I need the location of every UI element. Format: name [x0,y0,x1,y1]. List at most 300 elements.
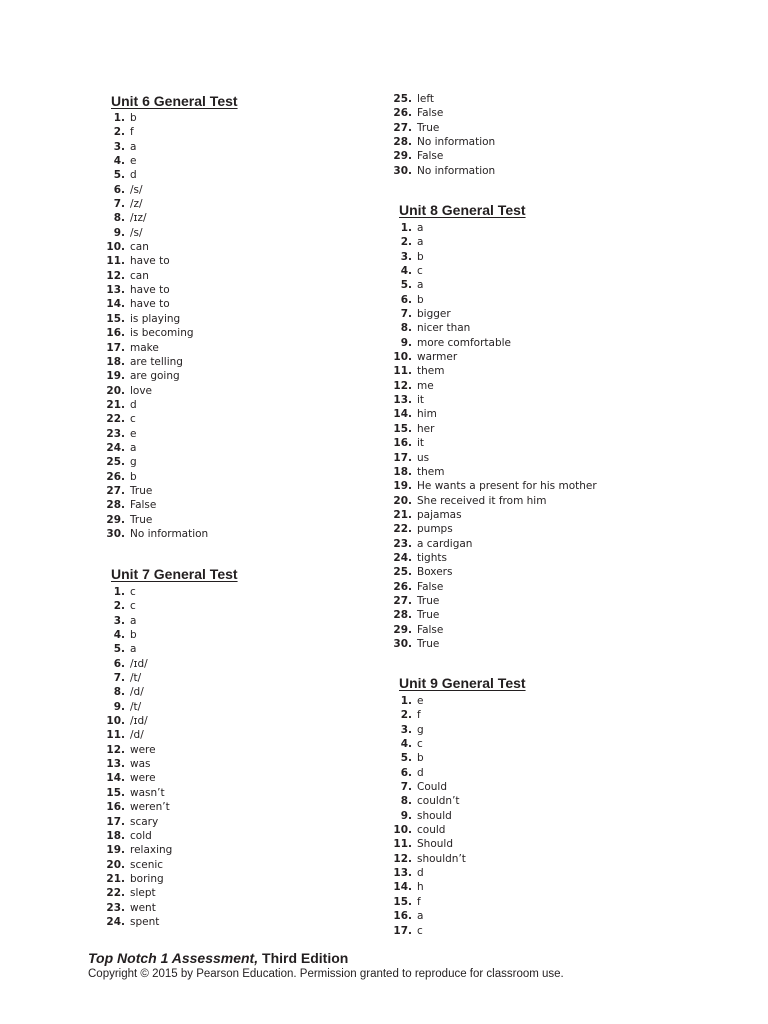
unit-6-answer-list [105,111,208,541]
answer-number: 13. [106,758,125,771]
answer-number: 15. [106,312,125,325]
answer-item [392,465,597,479]
unit-7-answer-list [105,585,172,929]
answer-text: c [130,600,136,613]
answer-number: 9. [400,809,412,822]
answer-item [105,800,172,814]
answer-text: couldn’t [417,795,460,808]
answer-item [392,92,495,106]
answer-item [105,484,208,498]
answer-number: 12. [393,379,412,392]
answer-item [392,321,597,335]
answer-number: 24. [393,551,412,564]
answer-item [392,837,466,851]
answer-item [105,455,208,469]
answer-number: 4. [113,155,125,168]
answer-number: 2. [113,600,125,613]
answer-text: e [130,427,137,440]
answer-item [392,537,597,551]
answer-text: /d/ [130,686,144,699]
answer-item [392,623,597,637]
answer-text: b [417,752,424,765]
answer-number: 29. [106,513,125,526]
answer-item [105,513,208,527]
answer-text: No information [417,136,496,149]
unit-6-title: Unit 6 General Test [111,93,238,109]
answer-text: us [417,451,430,464]
unit-7-title: Unit 7 General Test [111,566,238,582]
answer-text: Could [417,781,447,794]
answer-number: 7. [400,308,412,321]
answer-number: 27. [106,484,125,497]
answer-text: went [130,901,156,914]
answer-item [392,379,597,393]
answer-text: d [417,867,424,880]
answer-item [392,508,597,522]
answer-number: 12. [106,743,125,756]
unit-8-title: Unit 8 General Test [399,202,526,218]
answer-number: 18. [106,355,125,368]
answer-item [392,451,597,465]
answer-number: 3. [113,614,125,627]
answer-item [392,880,466,894]
answer-number: 15. [393,895,412,908]
answer-item [392,823,466,837]
answer-text: b [417,293,424,306]
answer-text: f [417,709,421,722]
answer-item [392,723,466,737]
answer-item [392,737,466,751]
answer-number: 27. [393,594,412,607]
answer-number: 29. [393,623,412,636]
answer-number: 2. [400,709,412,722]
answer-text: a [417,910,424,923]
answer-number: 14. [393,408,412,421]
answer-text: was [130,758,151,771]
answer-item [105,498,208,512]
answer-text: g [130,456,137,469]
answer-number: 9. [113,226,125,239]
answer-number: 13. [393,867,412,880]
answer-text: should [417,809,452,822]
answer-number: 28. [106,499,125,512]
answer-text: True [417,121,440,134]
answer-text: wasn’t [130,786,165,799]
unit-7-answer-list-continued [392,92,495,178]
answer-text: No information [130,527,209,540]
answer-number: 28. [393,136,412,149]
answer-number: 3. [400,723,412,736]
answer-item [105,685,172,699]
answer-number: 30. [393,637,412,650]
answer-text: them [417,365,445,378]
answer-text: warmer [417,351,458,364]
answer-item [392,121,495,135]
answer-text: c [130,413,136,426]
answer-number: 20. [393,494,412,507]
answer-text: False [417,150,444,163]
answer-text: bigger [417,308,451,321]
answer-number: 24. [106,915,125,928]
answer-text: b [130,629,137,642]
answer-item [105,111,208,125]
answer-item [105,369,208,383]
answer-item [105,915,172,929]
answer-item [105,297,208,311]
answer-text: /s/ [130,183,143,196]
answer-text: True [417,637,440,650]
answer-number: 1. [113,112,125,124]
answer-item [105,269,208,283]
answer-number: 2. [400,236,412,249]
answer-number: 28. [393,609,412,622]
answer-number: 22. [106,887,125,900]
answer-item [105,154,208,168]
answer-item [105,714,172,728]
answer-text: g [417,723,424,736]
answer-number: 7. [400,781,412,794]
answer-item [392,235,597,249]
answer-item [392,479,597,493]
answer-text: scenic [130,858,164,871]
answer-item [392,909,466,923]
answer-item [105,125,208,139]
answer-item [105,743,172,757]
answer-text: /z/ [130,198,143,211]
answer-text: c [417,924,423,937]
answer-text: pajamas [417,508,462,521]
answer-text: could [417,824,446,837]
answer-text: are telling [130,355,183,368]
answer-text: have to [130,298,170,311]
answer-number: 3. [113,140,125,153]
answer-item [392,221,597,235]
answer-text: nicer than [417,322,471,335]
answer-text: were [130,772,156,785]
answer-text: me [417,379,434,392]
answer-item [105,815,172,829]
answer-text: f [130,126,134,139]
answer-number: 22. [393,523,412,536]
unit-9-answer-list [392,694,466,938]
answer-item [105,384,208,398]
answer-item [105,254,208,268]
answer-number: 4. [400,738,412,751]
answer-text: He wants a present for his mother [417,480,597,493]
answer-item [392,106,495,120]
answer-number: 6. [400,293,412,306]
answer-text: have to [130,284,170,297]
answer-text: d [130,398,137,411]
answer-number: 10. [393,351,412,364]
answer-number: 21. [106,872,125,885]
answer-number: 29. [393,150,412,163]
answer-text: True [417,609,440,622]
answer-number: 17. [393,924,412,937]
unit-8-answer-list [392,221,597,651]
answer-item [392,264,597,278]
footer-edition: Third Edition [258,950,349,966]
answer-item [105,412,208,426]
answer-text: False [417,623,444,636]
answer-number: 26. [393,580,412,593]
answer-item [392,250,597,264]
answer-number: 16. [106,327,125,340]
answer-number: 23. [106,427,125,440]
answer-text: b [130,112,137,124]
answer-number: 23. [393,537,412,550]
answer-item [105,355,208,369]
answer-text: /d/ [130,729,144,742]
answer-item [392,766,466,780]
answer-text: No information [417,164,496,177]
answer-item [392,794,466,808]
answer-text: /ɪz/ [130,212,147,225]
answer-number: 1. [400,695,412,707]
answer-number: 8. [113,686,125,699]
answer-item [392,149,495,163]
footer-copyright: Copyright © 2015 by Pearson Education. Permission granted to reproduce for classroom use. [88,968,564,980]
answer-text: is playing [130,312,181,325]
answer-item [105,728,172,742]
answer-text: left [417,93,435,105]
answer-item [105,326,208,340]
answer-item [392,866,466,880]
answer-item [392,809,466,823]
answer-number: 18. [106,829,125,842]
answer-text: spent [130,915,160,928]
answer-text: True [130,484,153,497]
answer-item [392,780,466,794]
answer-item [105,599,172,613]
answer-item [105,211,208,225]
answer-text: a [130,643,137,656]
answer-number: 12. [393,852,412,865]
answer-text: e [417,695,424,707]
answer-number: 11. [393,838,412,851]
answer-number: 16. [106,801,125,814]
answer-item [392,135,495,149]
answer-number: 5. [113,643,125,656]
answer-text: can [130,269,149,282]
answer-text: a [417,279,424,292]
answer-number: 9. [400,336,412,349]
answer-item [105,183,208,197]
answer-item [105,140,208,154]
answer-item [392,364,597,378]
answer-text: have to [130,255,170,268]
answer-number: 7. [113,672,125,685]
answer-item [105,829,172,843]
answer-item [392,422,597,436]
answer-text: e [130,155,137,168]
answer-item [105,226,208,240]
footer-book-title [88,950,348,966]
answer-number: 30. [106,527,125,540]
answer-item [105,585,172,599]
answer-text: b [130,470,137,483]
answer-text: a [130,441,137,454]
answer-text: can [130,241,149,254]
answer-item [392,494,597,508]
answer-number: 19. [106,844,125,857]
answer-number: 5. [113,169,125,182]
answer-item [105,872,172,886]
answer-item [105,786,172,800]
answer-number: 11. [106,729,125,742]
answer-number: 4. [400,265,412,278]
answer-number: 2. [113,126,125,139]
answer-number: 17. [106,341,125,354]
answer-number: 21. [106,398,125,411]
answer-number: 19. [393,480,412,493]
answer-text: She received it from him [417,494,547,507]
answer-text: Should [417,838,453,851]
answer-item [105,441,208,455]
answer-item [105,470,208,484]
answer-item [392,522,597,536]
answer-text: relaxing [130,844,173,857]
answer-number: 8. [113,212,125,225]
answer-item [105,197,208,211]
answer-number: 13. [106,284,125,297]
answer-number: 5. [400,279,412,292]
answer-item [392,580,597,594]
answer-number: 13. [393,394,412,407]
answer-text: /s/ [130,226,143,239]
answer-number: 11. [393,365,412,378]
answer-item [392,293,597,307]
answer-item [392,895,466,909]
answer-text: her [417,422,435,435]
answer-item [392,164,495,178]
answer-item [392,551,597,565]
answer-item [105,427,208,441]
answer-number: 10. [393,824,412,837]
answer-text: c [130,586,136,598]
answer-text: f [417,895,421,908]
answer-text: a cardigan [417,537,473,550]
answer-text: scary [130,815,159,828]
answer-number: 11. [106,255,125,268]
answer-number: 24. [106,441,125,454]
answer-item [392,436,597,450]
answer-number: 20. [106,384,125,397]
answer-item [392,708,466,722]
answer-item [105,614,172,628]
answer-item [392,608,597,622]
answer-number: 21. [393,508,412,521]
answer-item [105,341,208,355]
answer-number: 23. [106,901,125,914]
answer-item [392,565,597,579]
answer-number: 3. [400,250,412,263]
answer-item [105,771,172,785]
answer-text: boring [130,872,164,885]
answer-item [105,657,172,671]
answer-number: 17. [393,451,412,464]
answer-text: h [417,881,424,894]
answer-item [392,278,597,292]
answer-number: 1. [400,222,412,234]
answer-number: 6. [113,183,125,196]
answer-number: 10. [106,715,125,728]
answer-text: a [130,140,137,153]
answer-item [105,240,208,254]
answer-number: 14. [106,298,125,311]
answer-text: pumps [417,523,453,536]
answer-number: 12. [106,269,125,282]
answer-item [105,312,208,326]
answer-text: /ɪd/ [130,657,148,670]
answer-text: False [417,107,444,120]
answer-number: 30. [393,164,412,177]
answer-number: 4. [113,629,125,642]
answer-number: 15. [106,786,125,799]
answer-text: True [130,513,153,526]
answer-number: 6. [400,766,412,779]
answer-item [392,393,597,407]
answer-item [105,843,172,857]
answer-number: 10. [106,241,125,254]
answer-text: weren’t [130,801,170,814]
answer-number: 25. [106,456,125,469]
answer-item [392,694,466,708]
answer-item [105,527,208,541]
answer-text: a [130,614,137,627]
answer-number: 26. [106,470,125,483]
answer-number: 18. [393,465,412,478]
answer-item [105,398,208,412]
answer-text: d [130,169,137,182]
answer-number: 27. [393,121,412,134]
answer-number: 8. [400,322,412,335]
answer-number: 25. [393,566,412,579]
answer-text: it [417,394,425,407]
answer-item [392,407,597,421]
answer-item [105,642,172,656]
footer-book-name: Top Notch 1 Assessment, [88,950,259,966]
answer-text: Boxers [417,566,453,579]
answer-text: make [130,341,159,354]
answer-item [105,858,172,872]
answer-number: 26. [393,107,412,120]
answer-text: more comfortable [417,336,511,349]
answer-text: False [417,580,444,593]
answer-number: 7. [113,198,125,211]
answer-item [105,168,208,182]
answer-text: tights [417,551,447,564]
answer-number: 16. [393,437,412,450]
answer-text: cold [130,829,152,842]
answer-text: were [130,743,156,756]
answer-number: 17. [106,815,125,828]
answer-item [392,751,466,765]
answer-item [105,757,172,771]
answer-text: him [417,408,437,421]
answer-number: 25. [393,93,412,105]
answer-number: 6. [113,657,125,670]
answer-item [105,700,172,714]
answer-number: 1. [113,586,125,598]
answer-number: 14. [393,881,412,894]
answer-text: shouldn’t [417,852,466,865]
answer-text: it [417,437,425,450]
answer-text: /ɪd/ [130,715,148,728]
answer-item [105,671,172,685]
answer-text: is becoming [130,327,194,340]
answer-text: b [417,250,424,263]
